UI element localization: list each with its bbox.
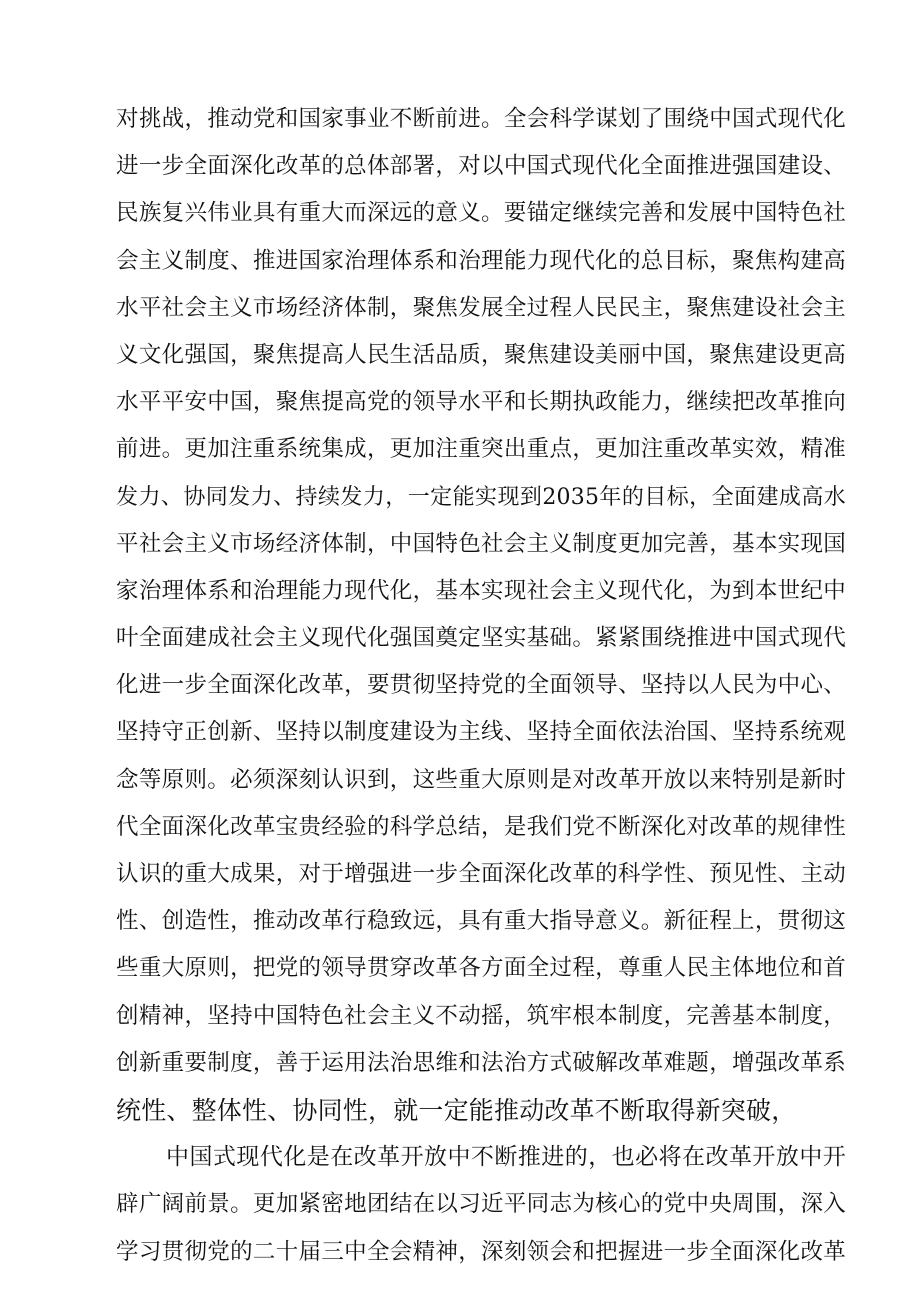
- text-line: 创新重要制度，善于运用法治思维和法治方式破解改革难题，增强改革系: [116, 1049, 846, 1076]
- text-line: 平社会主义市场经济体制，中国特色社会主义制度更加完善，基本实现国: [116, 530, 846, 557]
- body-text: [116, 96, 846, 1276]
- text-line: 中国式现代化是在改革开放中不断推进的，也必将在改革开放中开: [166, 1144, 846, 1171]
- text-line: 对挑战，推动党和国家事业不断前进。全会科学谋划了围绕中国式现代化: [116, 106, 846, 132]
- text-line: 水平社会主义市场经济体制，聚焦发展全过程人民民主，聚焦建设社会主: [116, 294, 846, 321]
- text-line: 念等原则。必须深刻认识到，这些重大原则是对改革开放以来特别是新时: [116, 766, 846, 793]
- text-line: 民族复兴伟业具有重大而深远的意义。要锚定继续完善和发展中国特色社: [116, 200, 846, 227]
- text-line: 辟广阔前景。更加紧密地团结在以习近平同志为核心的党中央周围，深入: [116, 1191, 846, 1218]
- paragraph-2: [116, 1134, 846, 1276]
- text-line: 学习贯彻党的二十届三中全会精神，深刻领会和把握进一步全面深化改革: [116, 1238, 846, 1265]
- text-line: 统性、整体性、协同性，就一定能推动改革不断取得新突破，: [116, 1095, 797, 1125]
- paragraph-1: [116, 96, 846, 1134]
- text-line: 些重大原则，把党的领导贯穿改革各方面全过程，尊重人民主体地位和首: [116, 955, 846, 982]
- text-line: 会主义制度、推进国家治理体系和治理能力现代化的总目标，聚焦构建高: [116, 247, 846, 274]
- text-line: 前进。更加注重系统集成，更加注重突出重点，更加注重改革实效，精准: [116, 436, 846, 463]
- text-line: 化进一步全面深化改革，要贯彻坚持党的全面领导、坚持以人民为中心、: [116, 672, 846, 699]
- text-line: 义文化强国，聚焦提高人民生活品质，聚焦建设美丽中国，聚焦建设更高: [116, 341, 846, 368]
- text-line: 水平平安中国，聚焦提高党的领导水平和长期执政能力，继续把改革推向: [116, 389, 846, 416]
- text-line: 代全面深化改革宝贵经验的科学总结，是我们党不断深化对改革的规律性: [116, 813, 846, 840]
- text-line: 家治理体系和治理能力现代化，基本实现社会主义现代化，为到本世纪中: [116, 577, 846, 604]
- text-line: 创精神，坚持中国特色社会主义不动摇，筑牢根本制度，完善基本制度，: [116, 1002, 846, 1029]
- text-line: 认识的重大成果，对于增强进一步全面深化改革的科学性、预见性、主动: [116, 861, 846, 887]
- text-line: 性、创造性，推动改革行稳致远，具有重大指导意义。新征程上，贯彻这: [116, 908, 846, 935]
- text-line: 发力、协同发力、持续发力，一定能实现到2035年的目标，全面建成高水: [116, 484, 846, 510]
- text-line: 坚持守正创新、坚持以制度建设为主线、坚持全面依法治国、坚持系统观: [116, 719, 846, 746]
- text-line: 叶全面建成社会主义现代化强国奠定坚实基础。紧紧围绕推进中国式现代: [116, 625, 846, 652]
- text-line: 进一步全面深化改革的总体部署，对以中国式现代化全面推进强国建设、: [116, 153, 846, 180]
